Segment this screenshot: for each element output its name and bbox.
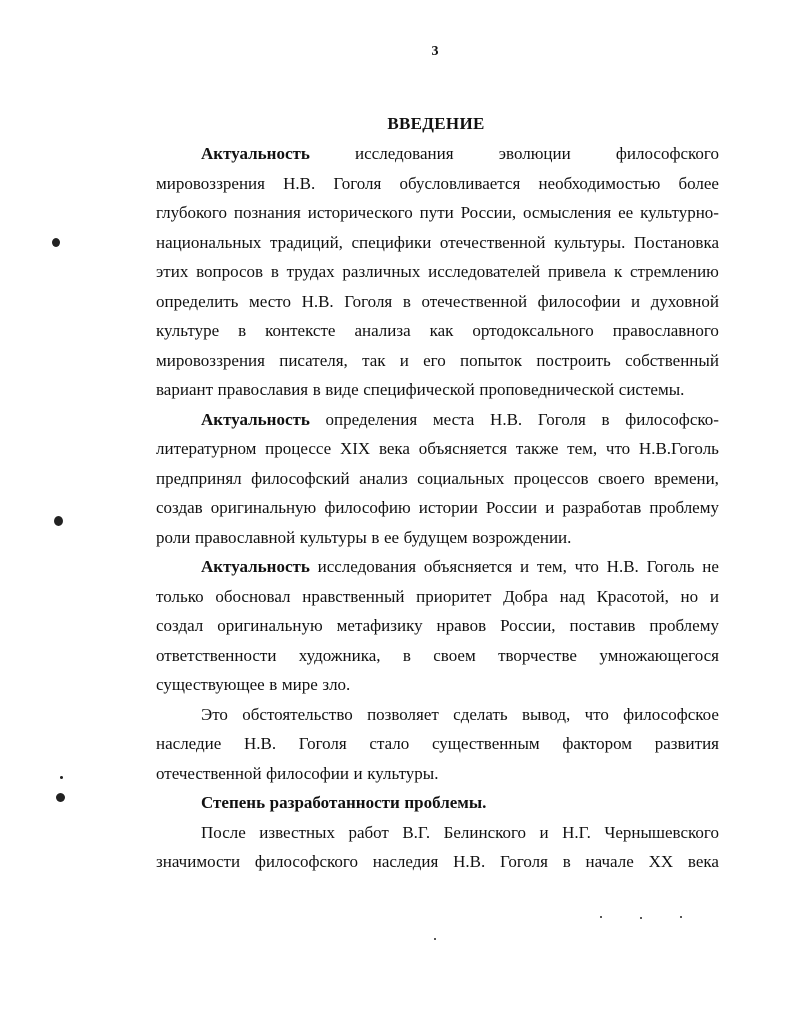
text-line (156, 641, 719, 671)
word: приоритет (416, 586, 492, 606)
word: наследие (156, 734, 222, 753)
word: Постановка (633, 232, 719, 252)
word: писателя, (279, 350, 348, 370)
word: духовной (650, 291, 719, 311)
word: познания (233, 203, 301, 222)
word: мире (281, 675, 318, 694)
word: проблему (649, 616, 719, 635)
word: места (432, 409, 475, 429)
word: начале (585, 852, 634, 871)
word: создал (156, 616, 204, 635)
word: метафизику (336, 616, 423, 635)
document-body (156, 139, 719, 877)
word: стремлению (629, 262, 719, 281)
word: Гоголя (333, 173, 382, 193)
word: тем, (536, 557, 567, 576)
word: так (362, 350, 386, 370)
word: развития (654, 734, 719, 753)
word: что (584, 704, 609, 724)
word: века (687, 852, 719, 871)
word: отечественной (439, 232, 546, 252)
word: к (613, 262, 623, 281)
word: философский (251, 468, 350, 488)
word: Красотой, (596, 586, 669, 606)
word: социальных (417, 468, 505, 488)
scan-speck (434, 938, 436, 940)
text-line (156, 523, 719, 553)
word: XX (648, 852, 674, 871)
word: России, (460, 203, 517, 222)
word: анализа (354, 321, 411, 340)
word: но (680, 586, 699, 606)
text-line (156, 405, 719, 435)
word: попыток (459, 350, 523, 370)
word: осмысления (523, 203, 612, 222)
word: существенным (431, 734, 540, 753)
word: культуры. (367, 763, 439, 783)
word: исследования (317, 557, 417, 576)
word: литературном (156, 439, 257, 458)
word: и (539, 822, 549, 842)
scan-speck (52, 238, 60, 247)
word: наследия (372, 852, 439, 871)
text-line (156, 729, 719, 759)
word: роли (156, 527, 191, 547)
word: Н.Г. (562, 822, 591, 842)
word: специфики (351, 232, 432, 252)
word: Гоголя (344, 291, 393, 311)
word: поставив (569, 616, 636, 635)
word: ее (618, 203, 634, 222)
word: обстоятельство (242, 704, 353, 724)
word: создав (156, 498, 203, 517)
word: философии (537, 291, 621, 311)
word: православия (217, 380, 309, 399)
word: вопросов (196, 262, 264, 281)
word: построить (536, 350, 611, 370)
word: России (485, 498, 538, 517)
word: Гоголя (298, 734, 347, 753)
word: своем (433, 645, 476, 665)
text-line (156, 582, 719, 612)
section-title: ВВЕДЕНИЕ (387, 114, 485, 133)
word: в (402, 645, 411, 665)
word: умножающегося (599, 645, 719, 665)
word: традиций, (269, 232, 343, 252)
text-line (156, 139, 719, 169)
word: и (353, 763, 363, 783)
word: Чернышевского (604, 822, 719, 842)
word: Актуальность (201, 409, 310, 429)
word: стало (369, 734, 410, 753)
word: этих (156, 262, 189, 281)
word: национальных (156, 232, 262, 252)
paragraph (156, 788, 719, 818)
word: Н.В.Гоголь (638, 439, 719, 458)
text-line (156, 228, 719, 258)
word: нравов (436, 616, 487, 635)
word: истории (418, 498, 478, 517)
scan-speck (60, 776, 63, 779)
word: культурно- (640, 203, 719, 222)
word: проблемы. (404, 793, 487, 812)
word: в (238, 321, 247, 340)
text-line (156, 257, 719, 287)
word: необходимостью (538, 173, 661, 193)
word: Это (201, 704, 228, 724)
word: в (601, 409, 610, 429)
paragraph (156, 405, 719, 553)
word: нравственный (302, 586, 405, 606)
word: В.Г. (402, 822, 431, 842)
scan-speck (56, 793, 65, 802)
word: процессов (513, 468, 589, 488)
word: Степень (201, 793, 266, 812)
paragraph (156, 818, 719, 877)
page-number: 3 (431, 44, 439, 59)
word: также (515, 439, 559, 458)
word: обосновал (215, 586, 291, 606)
word: место (248, 291, 291, 311)
scan-speck (600, 916, 602, 918)
word: После (201, 822, 246, 842)
word: определить (156, 291, 239, 311)
word: своего (597, 468, 645, 488)
word: отечественной (156, 763, 262, 783)
word: известных (259, 822, 335, 842)
text-line (156, 818, 719, 848)
word: проповеднической (479, 380, 615, 399)
word: Гоголя (537, 409, 586, 429)
word: мировоззрения (156, 350, 265, 370)
word: системы. (618, 380, 685, 399)
text-line (156, 464, 719, 494)
word: что (574, 557, 599, 576)
word: пути (419, 203, 454, 222)
word: возрождении. (472, 527, 572, 547)
word: и (631, 291, 641, 311)
word: анализ (359, 468, 408, 488)
word: философское (623, 704, 719, 724)
word: века (378, 439, 410, 458)
word: культуре (156, 321, 220, 340)
scan-speck (640, 917, 642, 919)
text-line (156, 287, 719, 317)
word: зло. (322, 675, 351, 694)
word: будущем (403, 527, 468, 547)
text-line (156, 759, 719, 789)
word: более (678, 173, 719, 193)
word: и (545, 498, 555, 517)
word: только (156, 586, 204, 606)
word: разработанности (269, 793, 400, 812)
word: виде (325, 380, 359, 399)
text-line (156, 346, 719, 376)
word: его (423, 350, 446, 370)
word: и (520, 557, 530, 576)
word: ответственности (156, 645, 277, 665)
word: различных (342, 262, 421, 281)
word: и (709, 586, 719, 606)
word: XIX (339, 439, 371, 458)
word: обусловливается (399, 173, 521, 193)
text-line (156, 552, 719, 582)
word: не (702, 557, 719, 576)
word: исторического (307, 203, 413, 222)
paragraph (156, 552, 719, 700)
word: как (429, 321, 454, 340)
word: проблему (649, 498, 719, 517)
word: объясняется (418, 439, 508, 458)
word: культуры (299, 527, 367, 547)
text-line (156, 700, 719, 730)
word: философско- (625, 409, 719, 429)
word: в (371, 527, 380, 547)
word: что (605, 439, 631, 458)
word: философии (266, 763, 349, 783)
text-line (156, 375, 719, 405)
word: разработав (562, 498, 642, 517)
text-line (156, 788, 719, 818)
text-line (156, 611, 719, 641)
word: и (399, 350, 409, 370)
word: православной (194, 527, 296, 547)
text-line (156, 198, 719, 228)
word: ортодоксального (472, 321, 594, 340)
word: привела (548, 262, 607, 281)
word: собственный (625, 350, 719, 370)
word: философию (324, 498, 411, 517)
word: работ (348, 822, 389, 842)
word: мировоззрения (156, 173, 265, 193)
word: исследования (355, 144, 454, 163)
word: контексте (265, 321, 336, 340)
word: Добра (503, 586, 548, 606)
word: Актуальность (201, 557, 310, 576)
text-line (156, 493, 719, 523)
word: трудах (286, 262, 335, 281)
word: в (562, 852, 571, 871)
word: сделать (453, 704, 508, 724)
text-line (156, 434, 719, 464)
word: Н.В. (606, 557, 639, 576)
word: Н.В. (301, 291, 334, 311)
word: отечественной (421, 291, 528, 311)
word: в (402, 291, 411, 311)
text-line (156, 670, 719, 700)
word: исследователей (428, 262, 541, 281)
word: тем, (567, 439, 598, 458)
word: Н.В. (490, 409, 523, 429)
word: Н.В. (453, 852, 486, 871)
word: существующее (156, 675, 265, 694)
word: фактором (562, 734, 633, 753)
word: в (270, 262, 279, 281)
word: ее (383, 527, 400, 547)
word: объясняется (423, 557, 513, 576)
word: Белинского (443, 822, 527, 842)
word: оригинальную (210, 498, 317, 517)
word: творчестве (498, 645, 577, 665)
word: специфической (363, 380, 475, 399)
word: Гоголь (646, 557, 695, 576)
word: значимости (156, 852, 241, 871)
word: определения (325, 409, 418, 429)
word: позволяет (367, 704, 439, 724)
paragraph (156, 700, 719, 789)
scan-speck (680, 916, 682, 918)
word: Н.В. (243, 734, 277, 753)
text-line (156, 316, 719, 346)
scan-speck (54, 516, 63, 526)
word: процессе (265, 439, 332, 458)
word: культуры. (554, 232, 626, 252)
word: Н.В. (283, 173, 316, 193)
word: Актуальность (201, 144, 310, 163)
word: художника, (298, 645, 381, 665)
text-line (156, 847, 719, 877)
text-line (156, 169, 719, 199)
word: вариант (156, 380, 214, 399)
word: времени, (654, 468, 719, 488)
word: вывод, (521, 704, 571, 724)
word: в (269, 675, 278, 694)
word: России, (500, 616, 556, 635)
word: в (312, 380, 321, 399)
word: глубокого (156, 203, 227, 222)
word: православного (612, 321, 719, 340)
word: предпринял (156, 468, 242, 488)
word: над (559, 586, 585, 606)
word: оригинальную (217, 616, 323, 635)
word: философского (615, 144, 719, 163)
paragraph (156, 139, 719, 405)
word: эволюции (498, 144, 571, 163)
word: философского (254, 852, 358, 871)
word: Гоголя (499, 852, 548, 871)
